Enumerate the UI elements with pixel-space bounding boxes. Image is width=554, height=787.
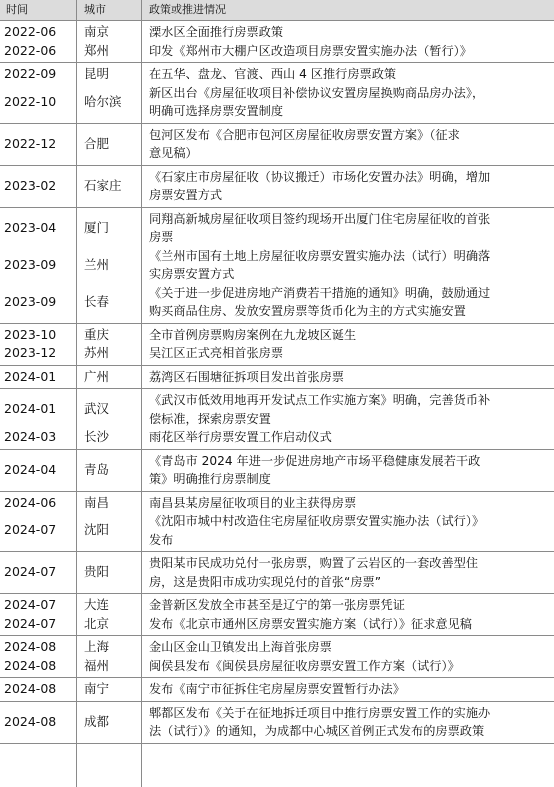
table-row-group [0,63,554,124]
policy-text-line: 房票安置方式 [149,188,223,202]
table-row [0,494,554,513]
time-cell: 2024-07 [4,564,57,580]
city-cell: 苏州 [84,345,110,360]
time-cell: 2023-09 [4,293,57,309]
policy-text-line: 《石家庄市房屋征收（协议搬迁）市场化安置办法》明确，增加 [149,169,491,184]
policy-text-line: 《青岛市 2024 年进一步促进房地产市场平稳健康发展若干政 [149,453,481,468]
city-cell: 贵阳 [84,564,110,580]
table-row [0,554,554,591]
table-row [0,42,554,61]
city-cell: 昆明 [84,66,110,81]
city-cell: 长沙 [84,429,110,444]
table-row [0,596,554,615]
table-row-group [0,450,554,492]
table-row [0,391,554,428]
table-row-group [0,389,554,450]
city-cell: 沈阳 [84,522,110,538]
policy-text-line: 南昌县某房屋征收项目的业主获得房票 [149,495,357,510]
header-time: 时间 [6,3,28,16]
policy-text-line: 吴江区正式亮相首张房票 [149,346,284,360]
time-cell: 2022-06 [4,42,57,58]
table-row [0,168,554,205]
city-cell: 北京 [84,615,110,631]
table-row [0,638,554,657]
table-row-group [0,594,554,636]
time-cell: 2022-06 [4,24,57,39]
time-cell: 2024-08 [4,681,57,696]
header-city: 城市 [84,3,106,16]
header-policy: 政策或推进情况 [149,3,226,16]
table-row [0,615,554,634]
column-divider [141,0,142,787]
table-row [0,680,554,699]
policy-text-line: 购买商品住房、发放安置房票等货币化为主的方式实施安置 [149,304,466,318]
table-row [0,247,554,284]
table-row-group [0,324,554,366]
time-cell: 2023-09 [4,256,57,272]
table-row [0,284,554,321]
table-row-group [0,552,554,594]
policy-text-line: 在五华、盘龙、官渡、西山 4 区推行房票政策 [149,67,397,81]
table-row-group [0,678,554,702]
table-row [0,326,554,345]
policy-text-line: 全市首例房票购房案例在九龙坡区诞生 [149,327,357,342]
table-row [0,452,554,489]
table-row-group [0,21,554,63]
policy-text-line: 发布《北京市通州区房票安置实施方案（试行）》征求意见稿 [149,616,472,631]
time-cell: 2024-08 [4,713,57,729]
city-cell: 重庆 [84,326,110,342]
policy-text-line: 《关于进一步促进房地产消费若干措施的通知》明确，鼓励通过 [149,285,491,300]
time-cell: 2023-10 [4,326,57,342]
table-row [0,704,554,741]
city-cell: 厦门 [84,219,110,235]
city-cell: 南京 [84,24,110,39]
table-row [0,65,554,84]
policy-text-line: 同翔高新城房屋征收项目签约现场开出厦门住宅房屋征收的首张 [149,211,491,226]
table-row [0,23,554,42]
time-cell: 2024-06 [4,494,57,510]
time-cell: 2024-08 [4,657,57,673]
table-row-group [0,208,554,324]
table-row-group [0,366,554,390]
city-cell: 福州 [84,657,110,673]
city-cell: 南宁 [84,681,110,696]
city-cell: 南昌 [84,494,110,510]
table-row [0,368,554,387]
table-row-group [0,492,554,553]
city-cell: 合肥 [84,135,110,151]
policy-text-line: 闽侯县发布《闽侯县房屋征收房票安置工作方案（试行）》 [149,658,460,673]
policy-text-line: 《武汉市低效用地再开发试点工作实施方案》明确，完善货币补 [149,393,491,407]
time-cell: 2022-10 [4,93,57,109]
table-row-group [0,636,554,678]
policy-text-line: 新区出台《房屋征收项目补偿协议安置房屋换购商品房办法》， [149,85,485,100]
city-cell: 兰州 [84,256,110,272]
policy-text-line: 金山区金山卫镇发出上海首张房票 [149,640,332,654]
policy-text-line: 金普新区发放全市甚至是辽宁的第一张房票凭证 [149,598,405,612]
city-cell: 石家庄 [84,177,122,193]
policy-text-line: 郫都区发布《关于在征地拆迁项目中推行房票安置工作的实施办 [149,705,491,720]
time-cell: 2024-03 [4,429,57,444]
table-row [0,84,554,121]
city-cell: 广州 [84,368,110,384]
city-cell: 长春 [84,293,110,309]
time-cell: 2024-07 [4,615,57,631]
policy-text-line: 《兰州市国有土地上房屋征收房票安置实施办法（试行）明确落 [149,248,491,263]
column-divider [76,0,77,787]
policy-text-line: 发布《南宁市征拆住宅房屋房票安置暂行办法》 [149,682,405,696]
policy-text-line: 法（试行）》的通知，为成都中心城区首例正式发布的房票政策 [149,724,485,738]
time-cell: 2024-01 [4,368,57,384]
policy-text-line: 策》明确推行房票制度 [149,472,271,486]
time-cell: 2022-09 [4,66,57,81]
table-row [0,210,554,247]
policy-text-line: 房票 [149,230,174,244]
city-cell: 大连 [84,597,110,612]
table-row-group [0,124,554,166]
time-cell: 2024-07 [4,522,57,538]
city-cell: 武汉 [84,401,110,417]
table-row [0,657,554,676]
table-row-group [0,702,554,744]
time-cell: 2024-04 [4,461,57,477]
policy-text-line: 雨花区举行房票安置工作启动仪式 [149,430,332,444]
time-cell: 2024-08 [4,639,57,654]
time-cell: 2023-02 [4,177,57,193]
city-cell: 成都 [84,713,110,729]
time-cell: 2023-12 [4,345,57,360]
policy-text-line: 实房票安置方式 [149,267,235,281]
table-row [0,512,554,549]
city-cell: 哈尔滨 [84,93,122,109]
time-cell: 2022-12 [4,135,57,151]
table-row [0,126,554,163]
policy-text-line: 贵阳某市民成功兑付一张房票，购置了云岩区的一套改善型住 [149,556,479,570]
policy-text-line: 偿标准，探索房票安置 [149,411,271,426]
time-cell: 2024-07 [4,597,57,612]
policy-text-line: 荔湾区石围塘征拆项目发出首张房票 [149,369,344,384]
policy-text-line: 印发《郑州市大棚户区改造项目房票安置实施办法（暂行）》 [149,43,472,58]
policy-text-line: 溧水区全面推行房票政策 [149,25,284,39]
policy-text-line: 发布 [149,532,174,547]
policy-text-line: 《沈阳市城中村改造住宅房屋征收房票安置实施办法（试行）》 [149,514,485,528]
table-header [0,0,554,21]
city-cell: 上海 [84,639,110,654]
city-cell: 青岛 [84,461,110,477]
policy-text-line: 明确可选择房票安置制度 [149,104,284,118]
table-row-group [0,166,554,208]
policy-text-line: 意见稿） [149,146,198,160]
city-cell: 郑州 [84,42,110,58]
table-row [0,428,554,447]
time-cell: 2024-01 [4,401,57,417]
table-row [0,344,554,363]
time-cell: 2023-04 [4,219,57,235]
policy-text-line: 房，这是贵阳市成功实现兑付的首张“房票” [149,574,382,589]
policy-text-line: 包河区发布《合肥市包河区房屋征收房票安置方案》（征求 [149,127,460,142]
